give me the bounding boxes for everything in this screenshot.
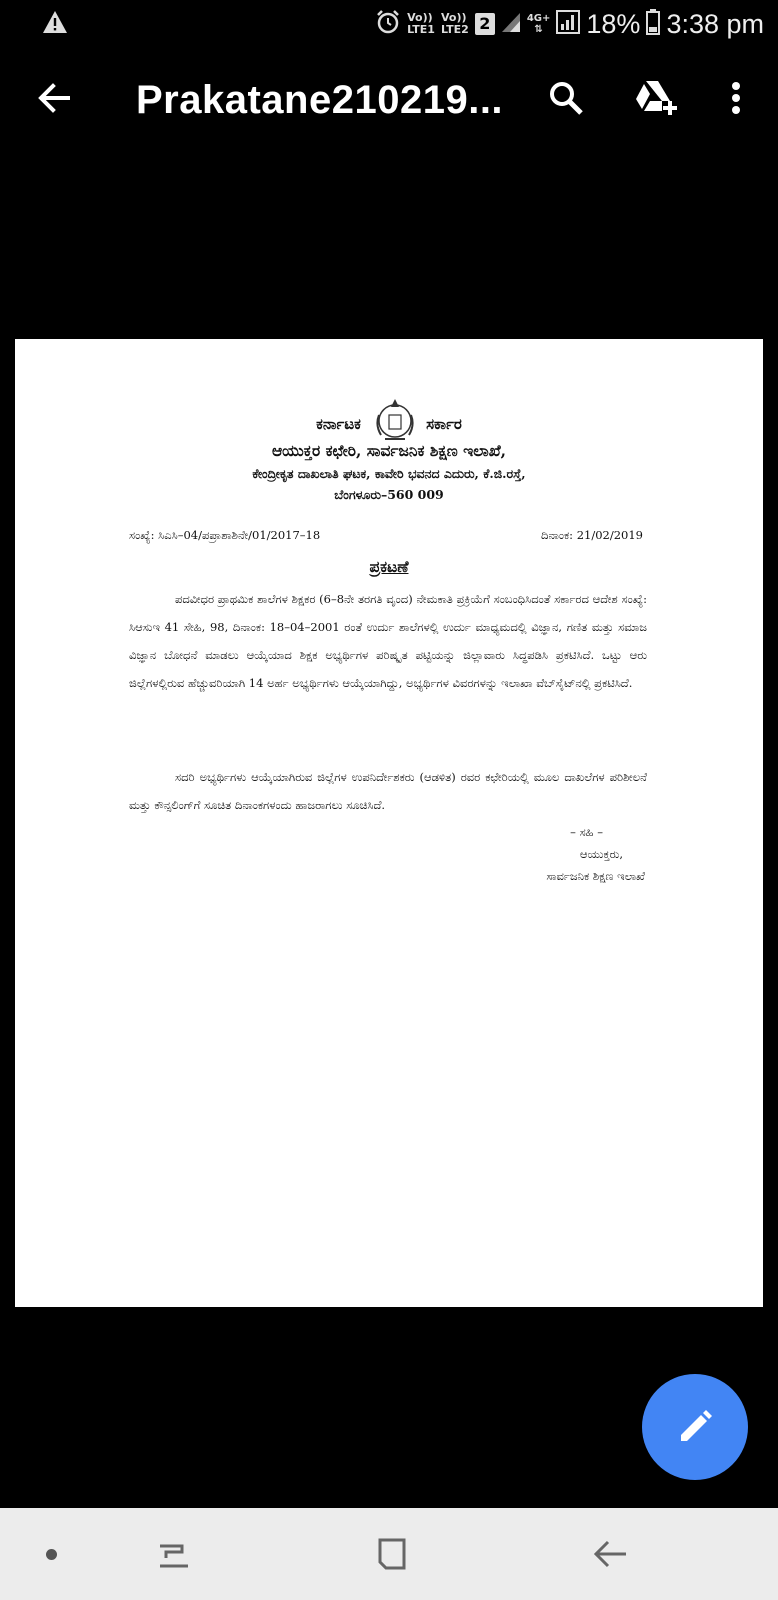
volte-sim2 — [441, 12, 469, 36]
back-nav-button[interactable] — [588, 1532, 632, 1576]
header-government: ಕರ್ನಾಟಕ ಸರ್ಕಾರ — [316, 415, 462, 433]
signatory-title: ಆಯುಕ್ತರು, — [579, 847, 623, 861]
header-address: ಕೇಂದ್ರೀಕೃತ ದಾಖಲಾತಿ ಘಟಕ, ಕಾವೇರಿ ಭವನದ ಎದುರು, ಕೆ.ಜಿ.ರಸ್ತೆ, — [252, 466, 526, 481]
drive-add-icon — [634, 79, 678, 117]
header-office: ಆಯುಕ್ತರ ಕಛೇರಿ, ಸಾರ್ವಜನಿಕ ಶಿಕ್ಷಣ ಇಲಾಖೆ, — [271, 441, 507, 460]
lte2-text: LTE2 — [440, 23, 469, 36]
volte-sim1 — [407, 12, 435, 36]
back-icon — [588, 1532, 632, 1576]
network-type-text: 4G+ — [526, 13, 551, 24]
reference-number: ಸಂಖ್ಯೆ: ಸಿಎಸಿ–04/ಪಪ್ರಾಶಾಶಿನೇ/01/2017–18 — [129, 528, 321, 542]
recents-button[interactable] — [152, 1532, 196, 1576]
alarm-icon — [375, 9, 401, 39]
battery-percent: 18% — [586, 8, 641, 39]
notice-title: ಪ್ರಕಟಣೆ — [369, 557, 409, 576]
status-bar — [0, 0, 778, 48]
search-button[interactable] — [540, 72, 592, 124]
document-title: Prakatane210219... — [136, 78, 504, 122]
document-page — [15, 339, 763, 1307]
home-button[interactable] — [370, 1532, 414, 1576]
paragraph-2: ಸದರಿ ಅಭ್ಯರ್ಥಿಗಳು ಆಯ್ಕೆಯಾಗಿರುವ ಜಿಲ್ಲೆಗಳ ಉಪನಿರ್ದೇಶಕರು (ಆಡಳಿತ) ರವರ ಕಛೇರಿಯಲ್ಲಿ ಮೂಲ ದಾಖಲೆಗಳ ಪರಿಶೀಲನೆ ಮತ್ತು ಕೌನ್ಸಲಿಂಗ್‌ಗೆ ಸೂಚಿತ ದಿನಾಂಕಗಳಂದು ಹಾಜರಾಗಲು ಸೂಚಿಸಿದೆ. — [129, 770, 647, 812]
back-button[interactable] — [28, 72, 80, 124]
header-city: ಬೆಂಗಳೂರು–560 009 — [334, 487, 444, 502]
document-date: ದಿನಾಂಕ: 21/02/2019 — [541, 528, 643, 542]
back-arrow-icon — [36, 80, 72, 116]
volte2-text: Vo)) — [440, 11, 467, 24]
sim-badge: 2 — [475, 13, 495, 35]
recents-icon — [152, 1532, 196, 1576]
add-to-drive-button[interactable] — [628, 72, 684, 124]
signal-icon-2 — [556, 10, 580, 38]
signal-icon — [501, 11, 521, 37]
edit-button[interactable] — [642, 1374, 748, 1480]
edit-pencil-icon — [675, 1407, 715, 1447]
battery-icon — [646, 9, 660, 39]
volte1-text: Vo)) — [407, 11, 433, 24]
lte1-text: LTE1 — [407, 23, 435, 36]
clock: 3:38 pm — [666, 8, 764, 39]
search-icon — [547, 79, 585, 117]
app-bar — [0, 58, 778, 148]
signature-line: – ಸಹಿ – — [570, 825, 603, 839]
signatory-department: ಸಾರ್ವಜನಿಕ ಶಿಕ್ಷಣ ಇಲಾಖೆ — [546, 869, 645, 883]
paragraph-1: ಪದವೀಧರ ಪ್ರಾಥಮಿಕ ಶಾಲೆಗಳ ಶಿಕ್ಷಕರ (6–8ನೇ ತರಗತಿ ವೃಂದ) ನೇಮಕಾತಿ ಪ್ರಕ್ರಿಯೆಗೆ ಸಂಬಂಧಿಸಿದಂತೆ ಸರ್ಕಾರದ ಆದೇಶ ಸಂಖ್ಯೆ: ಸಿಆಸುಇ 41 ಸೇಹಿ, 98, ದಿನಾಂಕ: 18–04–2001 ರಂತೆ ಉರ್ದು ಶಾಲೆಗಳಲ್ಲಿ ಉರ್ದು ಮಾಧ್ಯಮದಲ್ಲಿ ವಿಜ್ಞಾನ, ಗಣಿತ ಮತ್ತು ಸಮಾಜ ವಿಜ್ಞಾನ ಬೋಧನೆ ಮಾಡಲು ಆಯ್ಕೆಯಾದ ಶಿಕ್ಷಕ ಅಭ್ಯರ್ಥಿಗಳ ಪರಿಷ್ಕೃತ ಪಟ್ಟಿಯನ್ನು ಜಿಲ್ಲಾವಾರು ಸಿದ್ಧಪಡಿಸಿ ಪ್ರಕಟಿಸಿದೆ. ಒಟ್ಟು ಆರು ಜಿಲ್ಲೆಗಳಲ್ಲಿರುವ ಹೆಚ್ಚುವರಿಯಾಗಿ 14 ಅರ್ಹ ಅಭ್ಯರ್ಥಿಗಳು ಆಯ್ಕೆಯಾಗಿದ್ದು, ಅಭ್ಯರ್ಥಿಗಳ ವಿವರಗಳನ್ನು ಇಲಾಖಾ ವೆಬ್‌ಸೈಟ್‌ನಲ್ಲಿ ಪ್ರಕಟಿಸಿದೆ. — [129, 592, 647, 690]
warning-icon — [42, 10, 68, 38]
more-options-button[interactable] — [712, 72, 760, 124]
network-type: 4G+ ⇅ — [526, 13, 551, 35]
home-icon — [370, 1532, 414, 1576]
more-vert-icon — [731, 81, 741, 115]
navigation-bar — [0, 1508, 778, 1600]
nav-dot-icon[interactable] — [46, 1549, 57, 1560]
